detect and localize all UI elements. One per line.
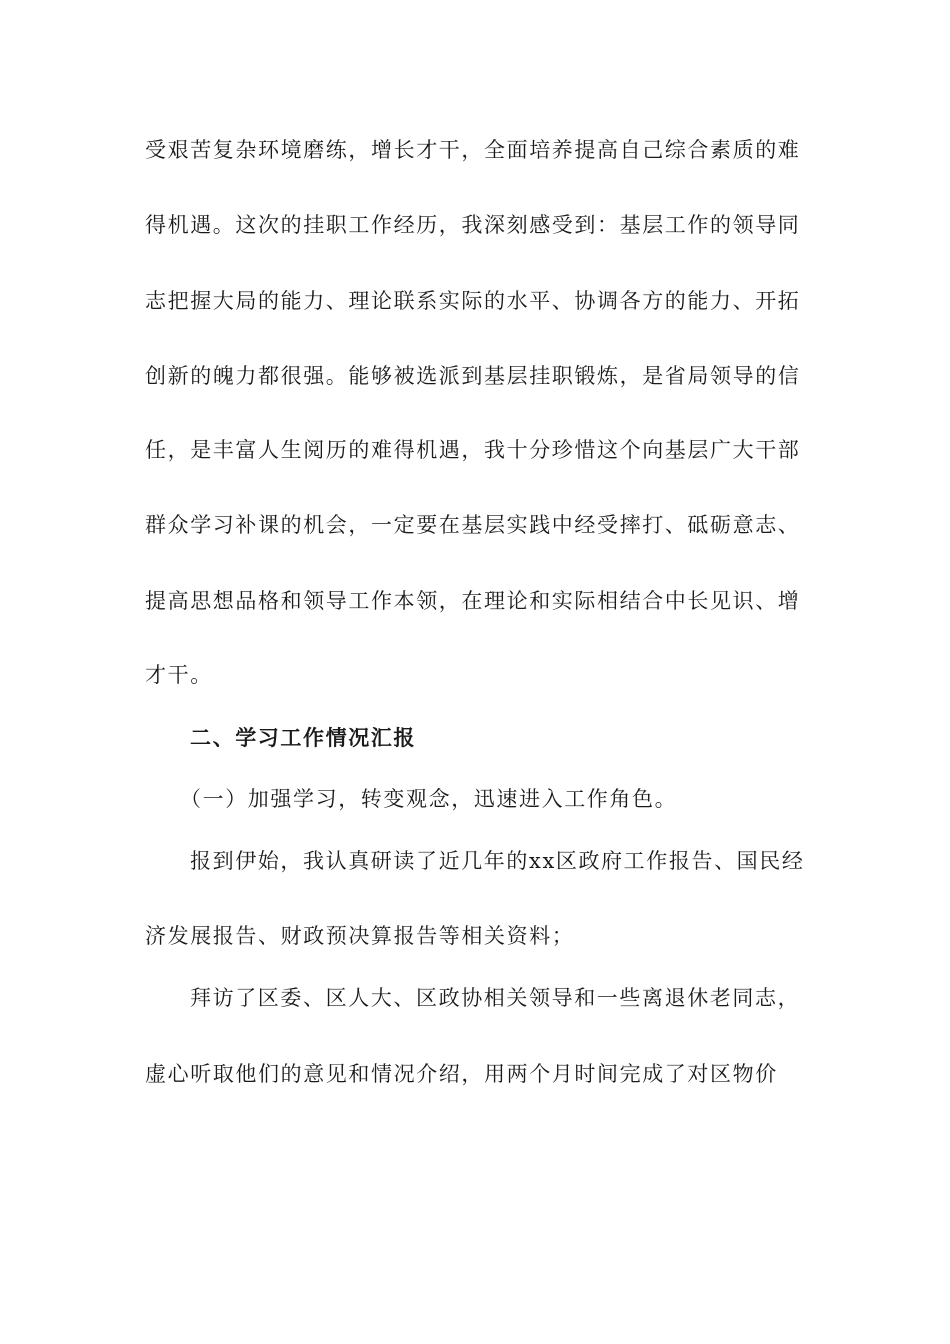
- text-line: 虚心听取他们的意见和情况介绍，用两个月时间完成了对区物价: [145, 1062, 778, 1086]
- text-line: 志把握大局的能力、理论联系实际的水平、协调各方的能力、开拓: [145, 289, 801, 313]
- text-line: 才干。: [145, 663, 213, 687]
- text-line: 得机遇。这次的挂职工作经历，我深刻感受到：基层工作的领导同: [145, 213, 801, 237]
- text-line: 受艰苦复杂环境磨练，增长才干，全面培养提高自己综合素质的难: [145, 138, 801, 162]
- subsection-heading: （一）加强学习，转变观念，迅速进入工作角色。: [180, 787, 678, 811]
- text-line: 创新的魄力都很强。能够被选派到基层挂职锻炼，是省局领导的信: [145, 364, 801, 388]
- section-heading: 二、学习工作情况汇报: [190, 726, 416, 750]
- text-line: 济发展报告、财政预决算报告等相关资料；: [145, 924, 575, 948]
- text-line: 任，是丰富人生阅历的难得机遇，我十分珍惜这个向基层广大干部: [145, 438, 801, 462]
- text-line: 报到伊始，我认真研读了近几年的xx区政府工作报告、国民经: [190, 849, 805, 873]
- text-line: 提高思想品格和领导工作本领，在理论和实际相结合中长见识、增: [145, 589, 801, 613]
- text-line: 拜访了区委、区人大、区政协相关领导和一些离退休老同志，: [190, 986, 801, 1010]
- text-line: 群众学习补课的机会，一定要在基层实践中经受摔打、砥砺意志、: [145, 513, 801, 537]
